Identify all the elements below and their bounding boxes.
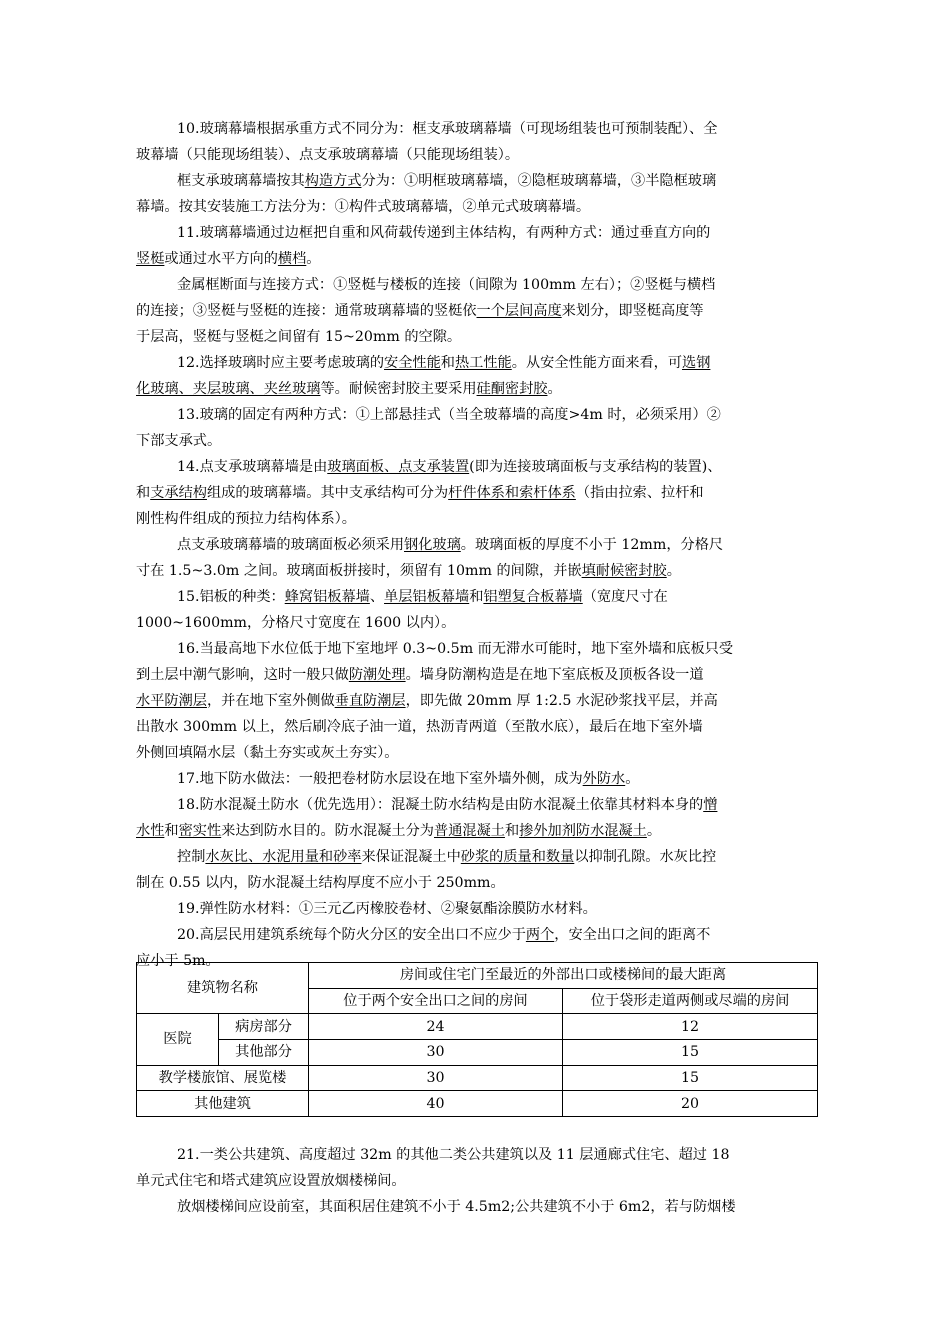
text-segment: 点支承玻璃幕墙的玻璃面板必须采用 — [177, 537, 405, 553]
text-line — [177, 1142, 816, 1168]
text-line — [136, 142, 816, 168]
text-segment: 。从安全性能方面来看，可 — [511, 355, 683, 371]
underlined-term: 水平防潮层 — [136, 693, 207, 709]
text-line — [177, 272, 816, 298]
underlined-term: 构造方式 — [304, 173, 362, 189]
text-segment: ，即先做 20mm 厚 1:2.5 水泥砂浆找平层，并高 — [405, 693, 718, 709]
underlined-term: 单层铝板幕墙 — [384, 589, 470, 605]
underlined-term: 硅酮密封胶 — [476, 381, 548, 397]
text-segment: 和 — [136, 485, 151, 501]
table-row — [137, 1091, 818, 1117]
cell-between: 40 — [309, 1091, 563, 1117]
text-segment: 21.一类公共建筑、高度超过 32m 的其他二类公共建筑以及 11 层通廊式住宅、超过 18 — [177, 1147, 730, 1163]
text-line — [136, 324, 816, 350]
text-line — [177, 766, 816, 792]
cell-between: 24 — [309, 1014, 563, 1040]
underlined-term: 安全性能 — [384, 355, 441, 371]
underlined-term: 密实性 — [178, 823, 222, 839]
text-line — [136, 662, 816, 688]
underlined-term: 填耐候密封胶 — [581, 563, 667, 579]
text-segment: 出散水 300mm 以上，然后刷冷底子油一道，热沥青两道（至散水底），最后在地下室外墙 — [136, 719, 703, 735]
text-line — [136, 246, 816, 272]
text-line — [136, 428, 816, 454]
underlined-term: 玻璃面板、点支承装置 — [327, 459, 470, 475]
text-segment: (即为连接玻璃面板与支承结构的装置)、 — [469, 459, 722, 475]
text-segment: ，并在地下室外侧做 — [206, 693, 335, 709]
cell-deadend: 15 — [563, 1039, 818, 1065]
row-label: 教学楼旅馆、展览楼 — [137, 1065, 309, 1091]
table-row — [137, 1039, 818, 1065]
underlined-term: 横档 — [277, 251, 307, 267]
text-segment: 以抑制孔隙。水灰比控 — [574, 849, 717, 865]
text-line — [136, 688, 816, 714]
text-line — [136, 376, 816, 402]
text-line — [177, 792, 816, 818]
row-group-hospital: 医院 — [137, 1014, 219, 1065]
text-line — [177, 896, 816, 922]
text-line — [136, 558, 816, 584]
text-line — [177, 636, 816, 662]
text-segment: 1000~1600mm，分格尺寸宽度在 1600 以内）。 — [136, 615, 456, 631]
text-segment: 分为：①明框玻璃幕墙，②隐框玻璃幕墙，③半隐框玻璃 — [361, 173, 717, 189]
text-segment: 15.铝板的种类： — [177, 589, 285, 605]
underlined-term: 砂浆的质量和数量 — [460, 849, 575, 865]
text-segment: 。玻璃面板的厚度不小于 12mm，分格尺 — [460, 537, 724, 553]
text-segment: （宽度尺寸在 — [582, 589, 668, 605]
text-segment: 放烟楼梯间应设前室，其面积居住建筑不小于 4.5m2;公共建筑不小于 6m2，若与防烟楼 — [177, 1199, 736, 1215]
text-segment: （指由拉索、拉杆和 — [575, 485, 704, 501]
text-segment: 幕墙。按其安装施工方法分为：①构件式玻璃幕墙，②单元式玻璃幕墙。 — [136, 199, 591, 215]
text-segment: 来划分，即竖梃高度等 — [561, 303, 704, 319]
underlined-term: 垂直防潮层 — [334, 693, 406, 709]
text-segment: 框支承玻璃幕墙按其 — [177, 173, 305, 189]
text-line — [136, 714, 816, 740]
underlined-term: 普通混凝土 — [434, 823, 505, 839]
text-segment: 12.选择玻璃时应主要考虑玻璃的 — [177, 355, 385, 371]
text-line — [177, 532, 816, 558]
text-line — [136, 194, 816, 220]
header-dead-end: 位于袋形走道两侧或尽端的房间 — [563, 988, 818, 1014]
text-segment: 或通过水平方向的 — [164, 251, 278, 267]
underlined-term: 化玻璃、夹层玻璃、夹丝玻璃 — [136, 381, 321, 397]
text-segment: 19.弹性防水材料：①三元乙丙橡胶卷材、②聚氨酯涂膜防水材料。 — [177, 901, 597, 917]
text-segment: 和 — [164, 823, 179, 839]
underlined-term: 一个层间高度 — [476, 303, 562, 319]
text-segment: 18.防水混凝土防水（优先选用）：混凝土防水结构是由防水混凝土依靠其材料本身的 — [177, 797, 704, 813]
underlined-term: 钢化玻璃 — [404, 537, 461, 553]
table-header-row — [137, 963, 818, 989]
text-line — [136, 298, 816, 324]
underlined-term: 外防水 — [582, 771, 626, 787]
cell-deadend: 15 — [563, 1065, 818, 1091]
text-segment: 刚性构件组成的预拉力结构体系）。 — [136, 511, 356, 527]
underlined-term: 两个 — [525, 927, 555, 943]
text-line — [177, 350, 816, 376]
text-line — [136, 740, 816, 766]
text-segment: 。 — [306, 251, 321, 267]
row-label: 其他部分 — [219, 1039, 309, 1065]
text-segment: 来达到防水目的。防水混凝土分为 — [221, 823, 434, 839]
text-segment: 寸在 1.5~3.0m 之间。玻璃面板拼接时，须留有 10mm 的间隙，并嵌 — [136, 563, 582, 579]
text-segment: 外侧回填隔水层（黏土夯实或灰土夯实）。 — [136, 745, 399, 761]
text-segment: 来保证混凝土中 — [361, 849, 461, 865]
text-line — [136, 506, 816, 532]
text-segment: 单元式住宅和塔式建筑应设置放烟楼梯间。 — [136, 1173, 406, 1189]
text-segment: 等。耐候密封胶主要采用 — [320, 381, 477, 397]
text-segment: 制在 0.55 以内，防水混凝土结构厚度不应小于 250mm。 — [136, 875, 505, 891]
text-segment: 下部支承式。 — [136, 433, 222, 449]
text-line — [136, 818, 816, 844]
text-line — [177, 220, 816, 246]
text-line — [136, 610, 816, 636]
text-line — [177, 844, 816, 870]
text-segment: 16.当最高地下水位低于地下室地坪 0.3~0.5m 而无滞水可能时，地下室外墙和底板只受 — [177, 641, 734, 657]
row-label: 其他建筑 — [137, 1091, 309, 1117]
underlined-term: 憎 — [703, 797, 718, 813]
text-line — [136, 870, 816, 896]
underlined-term: 竖梃 — [136, 251, 165, 267]
text-segment: 组成的玻璃幕墙。其中支承结构可分为 — [206, 485, 449, 501]
cell-between: 30 — [309, 1039, 563, 1065]
underlined-term: 铝塑复合板幕墙 — [483, 589, 583, 605]
text-segment: 应小于 5m。 — [136, 953, 220, 969]
text-segment: 、 — [369, 589, 385, 605]
fire-exit-distance-table — [136, 962, 818, 1117]
underlined-term: 水性 — [136, 823, 165, 839]
text-line — [177, 922, 816, 948]
text-line — [136, 480, 816, 506]
text-line — [177, 454, 816, 480]
text-segment: 。 — [646, 823, 662, 839]
underlined-term: 蜂窝铝板幕墙 — [284, 589, 370, 605]
text-segment: 20.高层民用建筑系统每个防火分区的安全出口不应少于 — [177, 927, 526, 943]
cell-deadend: 12 — [563, 1014, 818, 1040]
text-line — [177, 584, 816, 610]
text-segment: 11.玻璃幕墙通过边框把自重和风荷载传递到主体结构，有两种方式：通过垂直方向的 — [177, 225, 711, 241]
cell-between: 30 — [309, 1065, 563, 1091]
text-segment: 控制 — [177, 849, 206, 865]
text-line — [136, 1168, 816, 1194]
text-segment: 13.玻璃的固定有两种方式：①上部悬挂式（当全玻幕墙的高度>4m 时，必须采用）② — [177, 407, 721, 423]
text-segment: 。 — [666, 563, 681, 579]
text-segment: 和 — [440, 355, 455, 371]
text-segment: 。 — [547, 381, 562, 397]
text-line — [177, 402, 816, 428]
text-segment: 金属框断面与连接方式：①竖梃与楼板的连接（间隙为 100mm 左右）；②竖梃与横档 — [177, 277, 716, 293]
text-segment: 。墙身防潮构造是在地下室底板及顶板各设一道 — [405, 667, 704, 683]
text-line — [177, 168, 816, 194]
text-segment: 10.玻璃幕墙根据承重方式不同分为：框支承玻璃幕墙（可现场组装也可预制装配）、全 — [177, 121, 718, 137]
text-segment: 于层高，竖梃与竖梃之间留有 15~20mm 的空隙。 — [136, 329, 462, 345]
underlined-term: 杆件体系和索杆体系 — [448, 485, 576, 501]
text-segment: 17.地下防水做法：一般把卷材防水层设在地下室外墙外侧，成为 — [177, 771, 583, 787]
text-segment: ，安全出口之间的距离不 — [554, 927, 711, 943]
header-building-name: 建筑物名称 — [137, 963, 309, 1014]
table-row — [137, 1014, 818, 1040]
text-segment: 和 — [504, 823, 520, 839]
underlined-term: 支承结构 — [150, 485, 207, 501]
text-line — [177, 116, 816, 142]
table-row — [137, 1065, 818, 1091]
underlined-term: 水灰比、水泥用量和砂率 — [205, 849, 362, 865]
text-segment: 玻幕墙（只能现场组装）、点支承玻璃幕墙（只能现场组装）。 — [136, 147, 520, 163]
underlined-term: 选钢 — [682, 355, 711, 371]
row-label: 病房部分 — [219, 1014, 309, 1040]
text-segment: 14.点支承玻璃幕墙是由 — [177, 459, 328, 475]
underlined-term: 热工性能 — [454, 355, 512, 371]
header-max-distance: 房间或住宅门至最近的外部出口或楼梯间的最大距离 — [309, 963, 818, 989]
text-segment: 和 — [469, 589, 484, 605]
underlined-term: 掺外加剂防水混凝土 — [519, 823, 647, 839]
header-between-exits: 位于两个安全出口之间的房间 — [309, 988, 563, 1014]
cell-deadend: 20 — [563, 1091, 818, 1117]
text-segment: 。 — [625, 771, 640, 787]
text-line — [177, 1194, 816, 1220]
text-segment: 的连接；③竖梃与竖梃的连接：通常玻璃幕墙的竖梃依 — [136, 303, 477, 319]
text-segment: 到土层中潮气影响，这时一般只做 — [136, 667, 349, 683]
underlined-term: 防潮处理 — [348, 667, 406, 683]
